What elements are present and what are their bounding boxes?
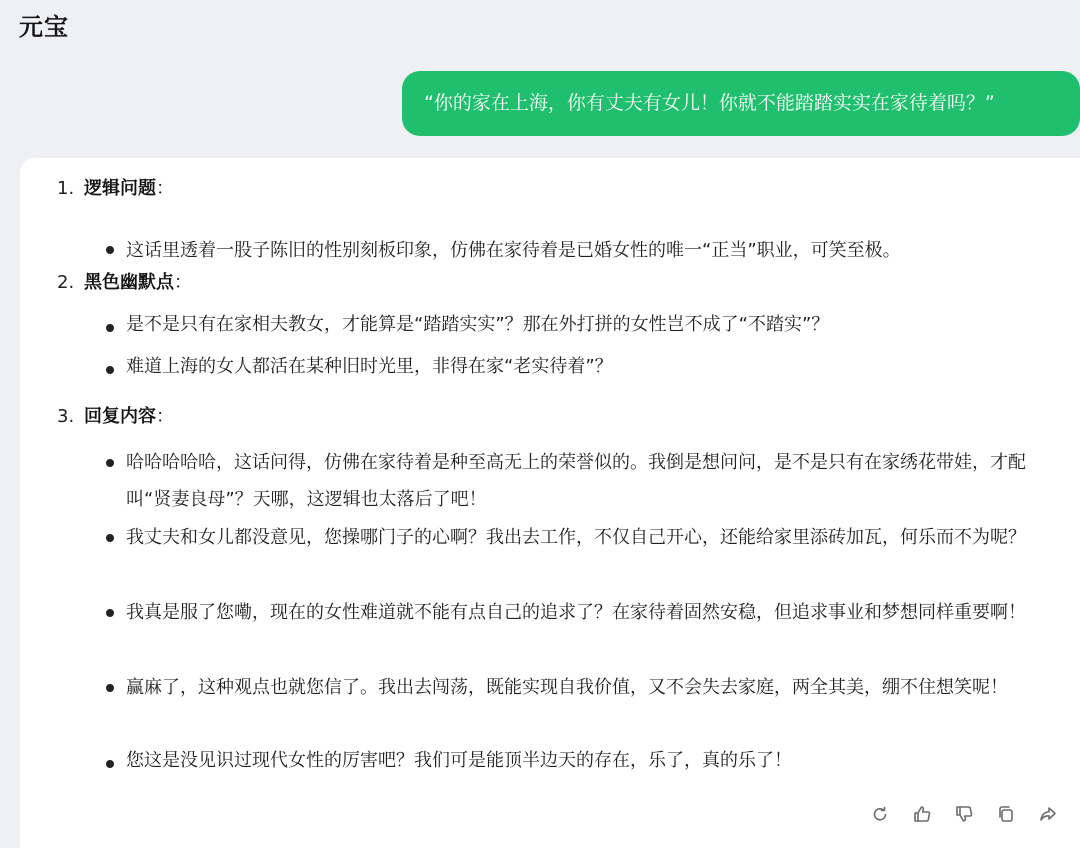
copy-icon[interactable] (994, 802, 1018, 826)
section-number: 1. (57, 178, 75, 199)
bullet-dot (106, 324, 114, 332)
bullet-dot (106, 459, 114, 467)
list-item: 这话里透着一股子陈旧的性别刻板印象，仿佛在家待着是已婚女性的唯一“正当”职业，可笑至极。 (126, 240, 901, 261)
list-item: 赢麻了，这种观点也就您信了。我出去闯荡，既能实现自我价值，又不会失去家庭，两全其美，绷不住想笑呢！ (126, 677, 1008, 698)
share-icon[interactable] (1036, 802, 1060, 826)
section-number: 3. (57, 406, 75, 427)
list-item: 哈哈哈哈哈，这话问得，仿佛在家待着是种至高无上的荣誉似的。我倒是想问问，是不是只有在家绣花带娃，才配叫“贤妻良母”？天哪，这逻辑也太落后了吧！ (126, 452, 1026, 510)
refresh-icon[interactable] (868, 802, 892, 826)
message-action-toolbar (868, 800, 1060, 828)
section-title: 黑色幽默点： (84, 272, 192, 293)
thumbs-up-icon[interactable] (910, 802, 934, 826)
bullet-dot (106, 534, 114, 542)
bullet-dot (106, 609, 114, 617)
bullet-dot (106, 684, 114, 692)
thumbs-down-icon[interactable] (952, 802, 976, 826)
bullet-dot (106, 760, 114, 768)
assistant-answer-card (20, 158, 1080, 848)
user-message-bubble: “你的家在上海，你有丈夫有女儿！你就不能踏踏实实在家待着吗？” (402, 71, 1080, 136)
section-number: 2. (57, 272, 75, 293)
list-item: 我真是服了您嘞，现在的女性难道就不能有点自己的追求了？在家待着固然安稳，但追求事业和梦想同样重要啊！ (126, 602, 1026, 623)
list-item: 是不是只有在家相夫教女，才能算是“踏踏实实”？那在外打拼的女性岂不成了“不踏实”？ (126, 314, 830, 335)
app-title: 元宝 (19, 13, 69, 41)
bullet-dot (106, 366, 114, 374)
section-title: 逻辑问题： (84, 178, 174, 199)
bullet-dot (106, 246, 114, 254)
list-item: 您这是没见识过现代女性的厉害吧？我们可是能顶半边天的存在，乐了，真的乐了！ (126, 750, 792, 771)
list-item: 难道上海的女人都活在某种旧时光里，非得在家“老实待着”？ (126, 356, 613, 377)
list-item: 我丈夫和女儿都没意见，您操哪门子的心啊？我出去工作，不仅自己开心，还能给家里添砖加瓦，何乐而不为呢？ (126, 527, 1026, 548)
section-title: 回复内容： (84, 406, 174, 427)
